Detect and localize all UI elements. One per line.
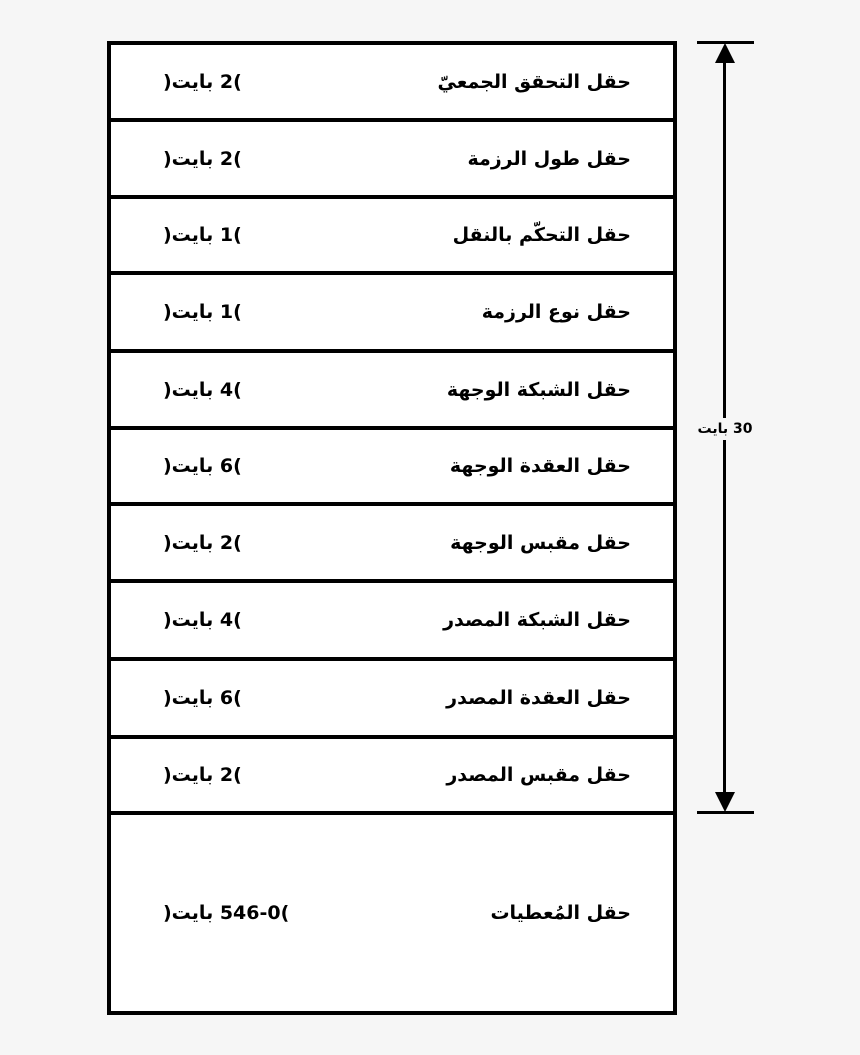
field-name: حقل التحكّم بالنقل: [452, 224, 631, 246]
field-row: [111, 430, 673, 506]
field-name: حقل المُعطيات: [490, 902, 631, 924]
field-size: )2 بايت(: [163, 531, 242, 554]
field-name: حقل الشبكة المصدر: [443, 609, 631, 631]
field-row: [111, 199, 673, 275]
field-name: حقل مقبس الوجهة: [450, 531, 631, 554]
field-size: )4 بايت(: [163, 378, 242, 401]
field-size: )2 بايت(: [163, 147, 242, 170]
packet-structure-table: [107, 41, 677, 1015]
field-size: )2 بايت(: [163, 764, 242, 786]
field-size: )1 بايت(: [163, 224, 242, 246]
field-row: [111, 122, 673, 199]
field-name: حقل العقدة الوجهة: [449, 455, 631, 477]
field-size: )6 بايت(: [163, 455, 242, 477]
header-total-label: 30 بايت: [690, 418, 760, 440]
field-row: [111, 353, 673, 430]
field-name: حقل مقبس المصدر: [446, 764, 631, 786]
field-size: )6 بايت(: [163, 687, 242, 709]
field-row: [111, 506, 673, 583]
field-row: [111, 815, 673, 1011]
arrow-down-icon: [715, 792, 735, 812]
field-size: )2 بايت(: [163, 70, 242, 93]
field-size: )1 بايت(: [163, 301, 242, 323]
field-row: [111, 661, 673, 739]
field-name: حقل العقدة المصدر: [446, 687, 631, 709]
field-size: )546-0 بايت(: [163, 902, 290, 924]
field-row: [111, 739, 673, 815]
field-row: [111, 583, 673, 661]
field-row: [111, 45, 673, 122]
field-row: [111, 275, 673, 353]
field-name: حقل الشبكة الوجهة: [446, 378, 631, 401]
field-name: حقل طول الرزمة: [467, 147, 631, 170]
top-tick: [697, 41, 754, 44]
arrow-up-icon: [715, 43, 735, 63]
field-size: )4 بايت(: [163, 609, 242, 631]
bottom-tick: [697, 811, 754, 814]
field-name: حقل التحقق الجمعيّ: [437, 70, 631, 93]
field-name: حقل نوع الرزمة: [481, 301, 631, 323]
